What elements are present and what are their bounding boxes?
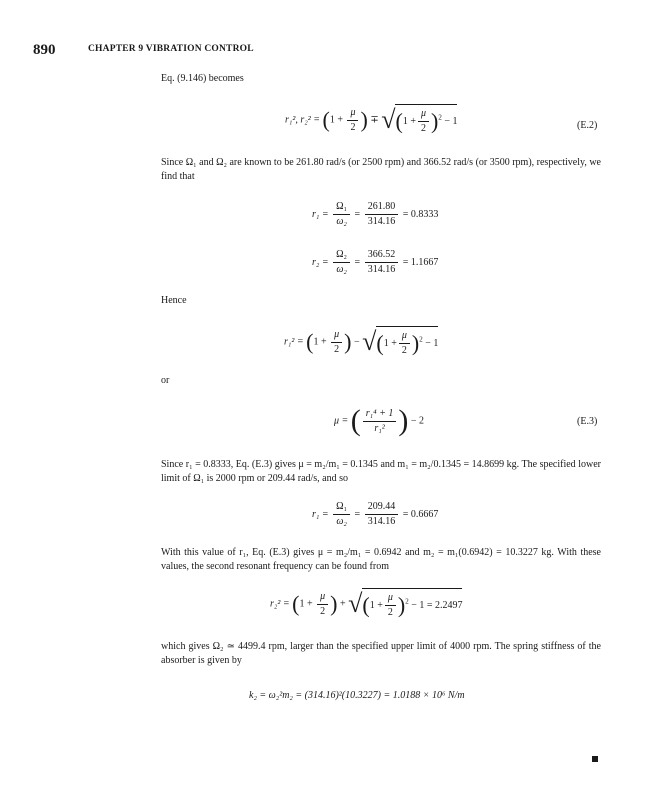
equation-r2: r₂ = $\frac{\text{Ω₂}}{\text{ω₂}}$ = $\frac{366.52}{314.16}$ = 1.1667 bbox=[312, 249, 439, 275]
equation-r1: r₁ = $\frac{\text{Ω₁}}{\text{ω₂}}$ = $\frac{261.80}{314.16}$ = 0.8333 bbox=[312, 201, 439, 227]
chapter-title: CHAPTER 9 VIBRATION CONTROL bbox=[88, 44, 254, 54]
equation-label-e2: (E.2) bbox=[577, 120, 598, 131]
equation-label-e3: (E.3) bbox=[577, 416, 598, 427]
equation-r2-squared: r₂² = (1 + $\frac{\mu}{2}$ ) + √(1 + $\frac{\mu}{2}$ )$^2$ − 1 = 2.2497 bbox=[270, 589, 463, 618]
equation-r1-squared: r₁² = (1 + $\frac{\mu}{2}$ ) − √(1 + $\frac{\mu}{2}$ )$^2$ − 1 bbox=[284, 327, 439, 356]
paragraph-4: or bbox=[161, 375, 170, 386]
paragraph-1: Eq. (9.146) becomes bbox=[161, 73, 244, 84]
paragraph-5: Since r₁ = 0.8333, Eq. (E.3) gives μ = m₂/m₁ = 0.1345 and m₁ = m₂/0.1345 = 14.8699 kg. The specified lower limit of Ω₁ is 2000 rpm or 209.44 rad/s, and so bbox=[161, 459, 601, 484]
paragraph-7: which gives Ω₂ ≃ 4499.4 rpm, larger than the specified upper limit of 4000 rpm. The spring stiffness of the absorber is given by bbox=[161, 641, 601, 666]
equation-e3: μ = ( $\frac{\text{r₁⁴ + 1}}{\text{r₁²}}$ ) − 2 bbox=[334, 404, 425, 437]
page-number: 890 bbox=[33, 42, 56, 58]
paragraph-6: With this value of r₁, Eq. (E.3) gives μ = m₂/m₁ = 0.6942 and m₂ = m₁(0.6942) = 10.3227 kg. With these values, the second resonant frequency can be found from bbox=[161, 547, 601, 572]
end-of-example-mark bbox=[592, 756, 598, 762]
paragraph-2: Since Ω₁ and Ω₂ are known to be 261.80 rad/s (or 2500 rpm) and 366.52 rad/s (or 3500 rpm), respectively, we find that bbox=[161, 157, 601, 182]
equation-k2: k₂ = ω₂²m₂ = (314.16)²(10.3227) = 1.0188 × 10⁶ N/m bbox=[249, 690, 465, 701]
paragraph-3: Hence bbox=[161, 295, 187, 306]
equation-e2: r₁², r₂² = (1 + $\frac{\mu}{2}$ ) ∓ √(1 + $\frac{\mu}{2}$ )$^2$ − 1 bbox=[285, 105, 458, 134]
equation-r1-lower: r₁ = $\frac{\text{Ω₁}}{\text{ω₂}}$ = $\frac{209.44}{314.16}$ = 0.6667 bbox=[312, 501, 439, 527]
